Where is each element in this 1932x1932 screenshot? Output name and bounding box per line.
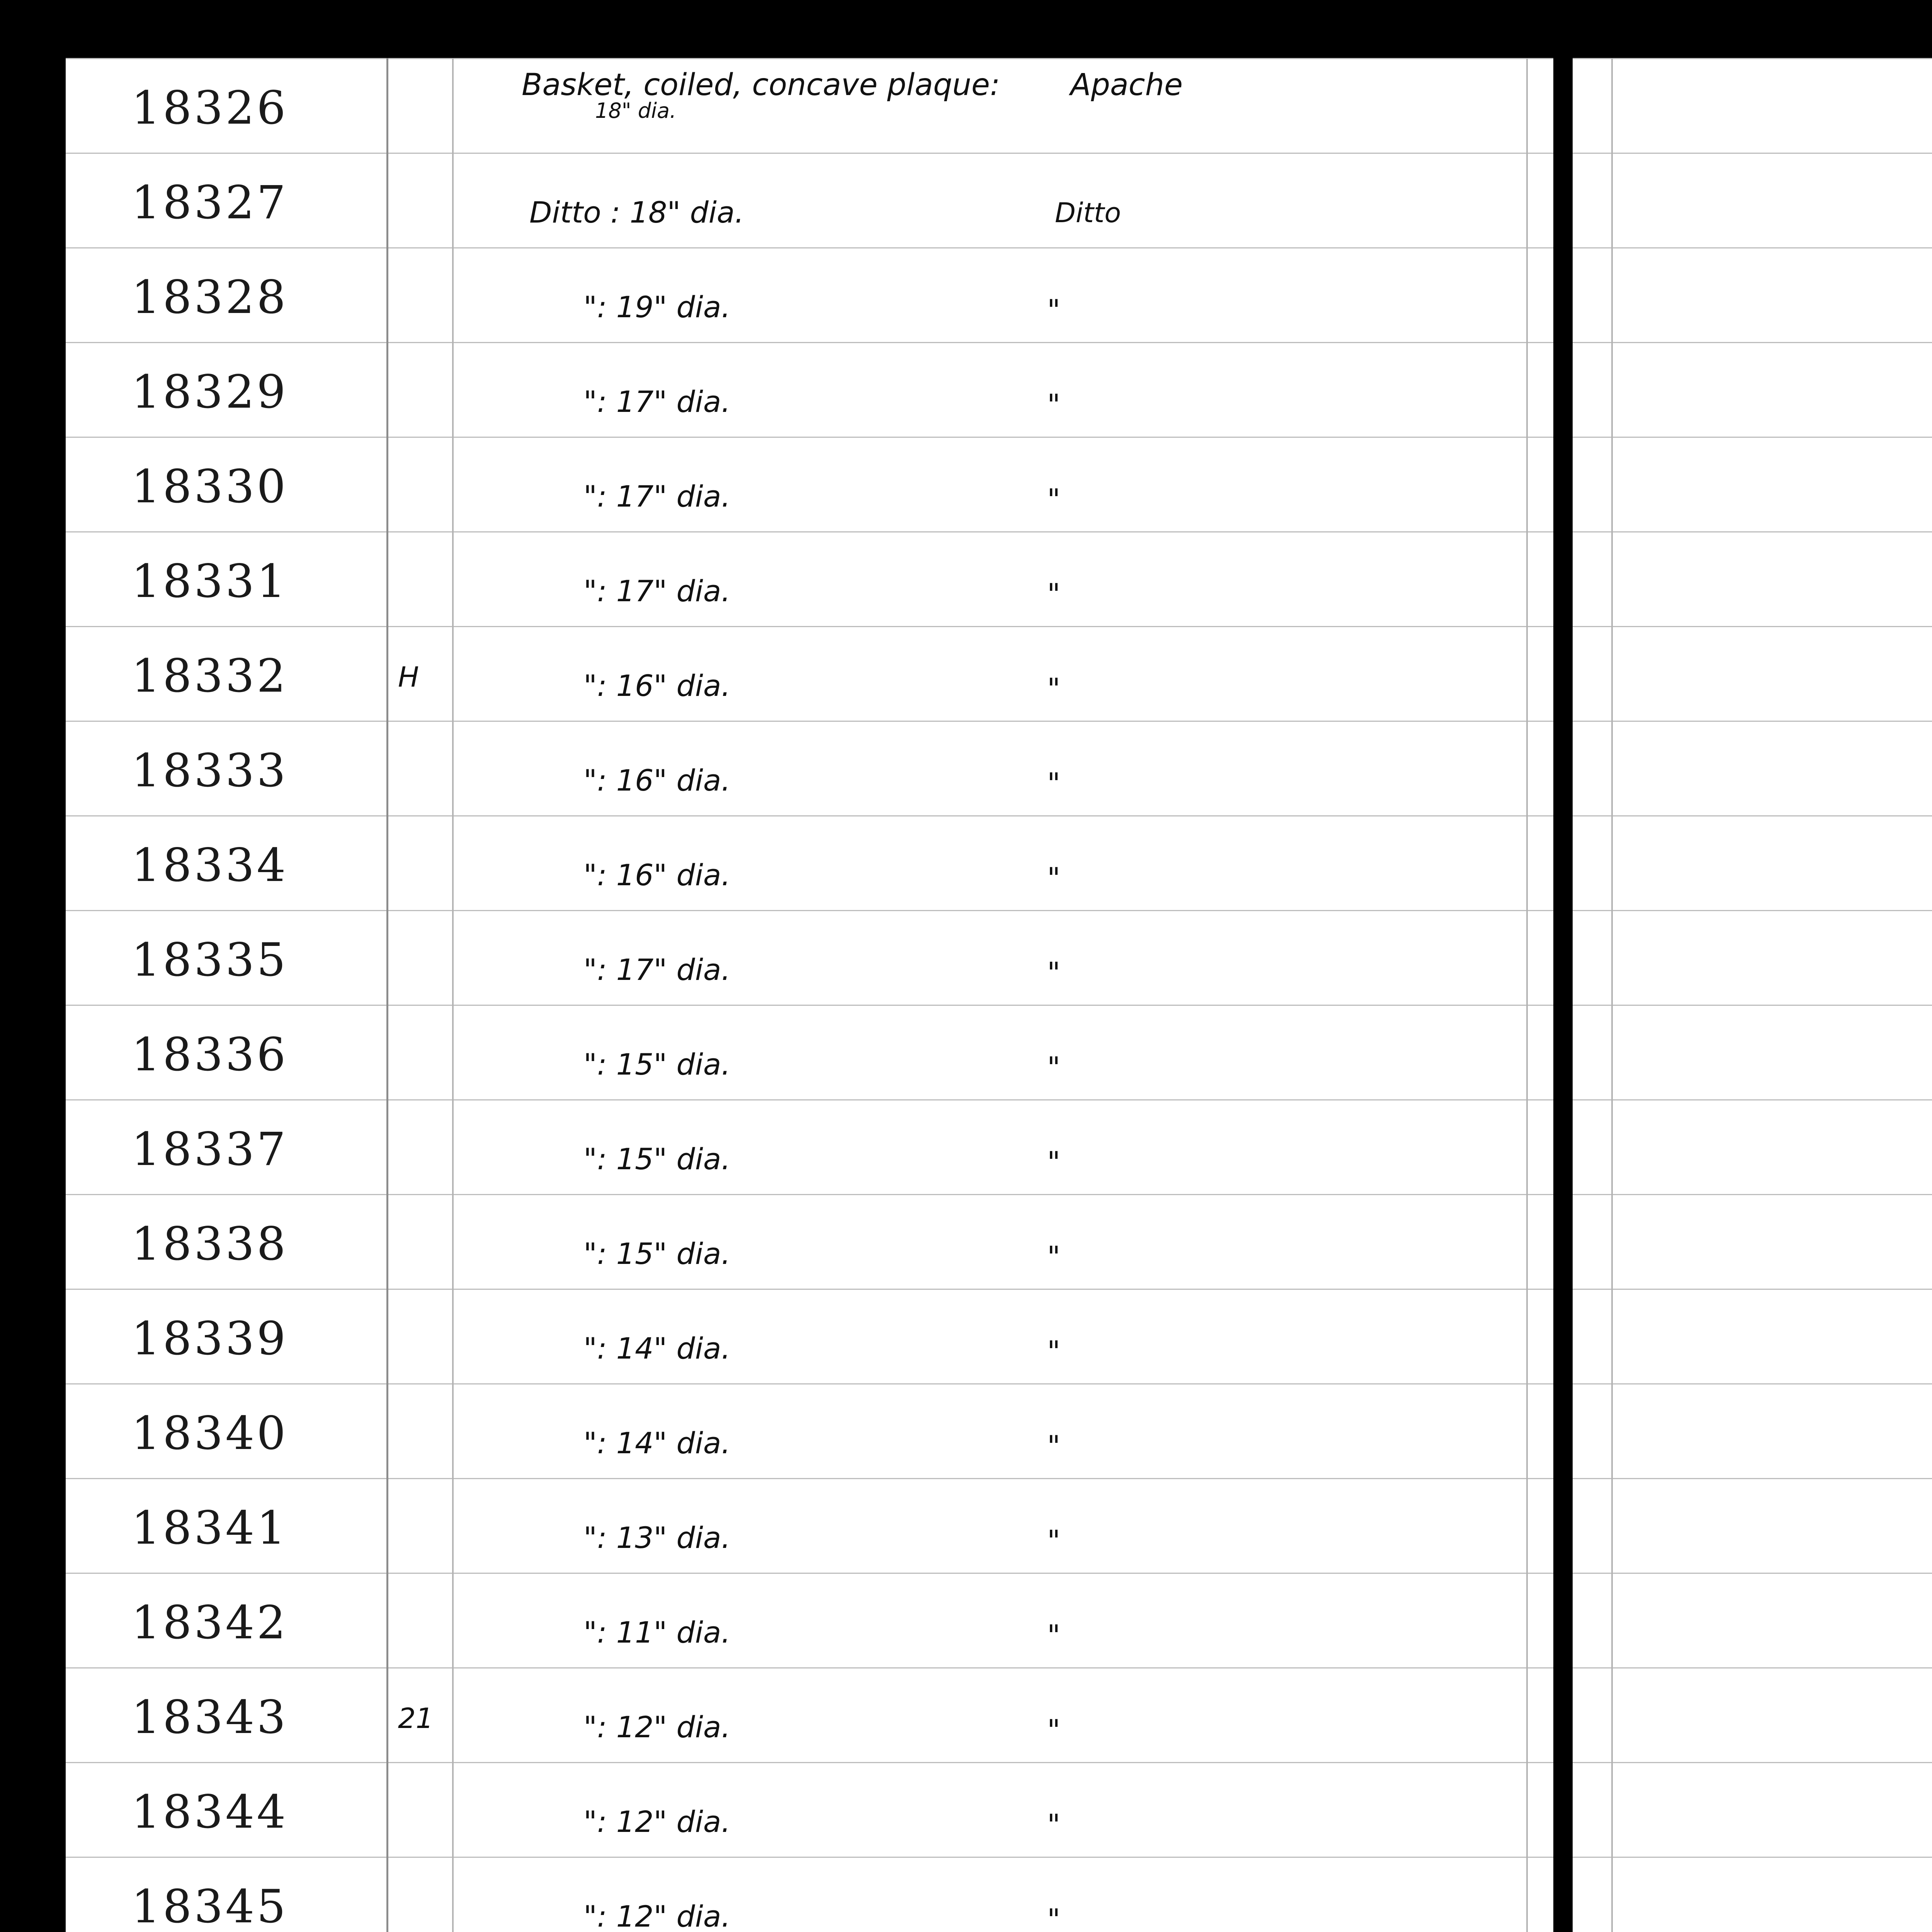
culture-cell: "	[1047, 1808, 1061, 1842]
shelf-mark: 21	[398, 1702, 434, 1735]
catalog-number: 18339	[131, 1312, 288, 1365]
ledger-row-right	[1573, 1376, 1932, 1470]
ledger-row-right	[1573, 713, 1932, 808]
ledger-row-right	[1573, 429, 1932, 524]
culture-cell: "	[1047, 672, 1061, 706]
culture-cell: "	[1047, 956, 1061, 990]
ledger-right-page	[1573, 58, 1932, 1932]
description-cell: ": 15" dia.	[583, 1142, 731, 1176]
culture-cell: "	[1047, 578, 1061, 611]
ledger-left-page	[66, 58, 1553, 1932]
description-cell: ": 16" dia.	[583, 668, 731, 703]
ledger-row-right	[1573, 618, 1932, 713]
description-cell: ": 14" dia.	[583, 1331, 731, 1366]
ledger-row-right	[1573, 902, 1932, 997]
culture-cell: "	[1047, 1240, 1061, 1274]
description-cell: ": 12" dia.	[583, 1899, 731, 1932]
catalog-number: 18333	[131, 744, 288, 797]
description-cell: Ditto : 18" dia.	[529, 195, 744, 230]
description-cell: ": 16" dia.	[583, 858, 731, 892]
description-cell: ": 19" dia.	[583, 290, 731, 324]
ledger-row-right	[1573, 145, 1932, 240]
catalog-number: 18334	[131, 838, 288, 892]
description-cell: ": 17" dia.	[583, 479, 731, 514]
ledger-row	[66, 1470, 1553, 1565]
catalog-number: 18345	[131, 1880, 288, 1932]
catalog-number: 18328	[131, 270, 288, 324]
catalog-number: 18332	[131, 649, 288, 702]
ledger-row-right	[1573, 1186, 1932, 1281]
catalog-number: 18342	[131, 1596, 288, 1649]
catalog-number: 18344	[131, 1785, 288, 1838]
ledger-row	[66, 145, 1553, 240]
description-cell: ": 13" dia.	[583, 1520, 731, 1555]
culture-cell: Ditto	[1055, 197, 1121, 229]
ledger-row	[66, 524, 1553, 618]
ledger-row	[66, 997, 1553, 1092]
shelf-mark: H	[398, 661, 419, 693]
ledger-row	[66, 1186, 1553, 1281]
description-cell: ": 11" dia.	[583, 1615, 731, 1650]
catalog-number: 18331	[131, 554, 288, 608]
description-cell: ": 16" dia.	[583, 763, 731, 798]
catalog-number: 18326	[131, 81, 288, 134]
description-subline: 18" dia.	[595, 99, 677, 123]
ledger-row-right	[1573, 1565, 1932, 1660]
ledger-row	[66, 618, 1553, 713]
ledger-row	[66, 1565, 1553, 1660]
catalog-number: 18327	[131, 176, 288, 229]
culture-cell: "	[1047, 1524, 1061, 1558]
catalog-number: 18338	[131, 1217, 288, 1270]
description-cell: ": 17" dia.	[583, 574, 731, 608]
description-cell: ": 14" dia.	[583, 1426, 731, 1460]
ledger-row	[66, 1754, 1553, 1849]
ledger-row-right	[1573, 808, 1932, 902]
catalog-number: 18340	[131, 1406, 288, 1460]
culture-cell: Apache	[1070, 68, 1183, 102]
ledger-row	[66, 1849, 1553, 1932]
ledger-row-right	[1573, 1754, 1932, 1849]
ledger-row	[66, 334, 1553, 429]
ledger-row	[66, 240, 1553, 334]
description-cell: ": 17" dia.	[583, 384, 731, 419]
ledger-row-right	[1573, 1092, 1932, 1186]
description-cell: ": 12" dia.	[583, 1804, 731, 1839]
description-cell: ": 15" dia.	[583, 1236, 731, 1271]
catalog-number: 18337	[131, 1122, 288, 1176]
ledger-row-right	[1573, 240, 1932, 334]
culture-cell: "	[1047, 1335, 1061, 1368]
culture-cell: "	[1047, 1051, 1061, 1084]
ledger-row-right	[1573, 997, 1932, 1092]
culture-cell: "	[1047, 862, 1061, 895]
catalog-number: 18330	[131, 460, 288, 513]
catalog-number: 18336	[131, 1028, 288, 1081]
catalog-number: 18343	[131, 1690, 288, 1744]
culture-cell: "	[1047, 1714, 1061, 1747]
ledger-row	[66, 1281, 1553, 1376]
ledger-row	[66, 713, 1553, 808]
ledger-row-right	[1573, 1849, 1932, 1932]
catalog-number: 18341	[131, 1501, 288, 1554]
culture-cell: "	[1047, 1430, 1061, 1463]
description-cell: ": 15" dia.	[583, 1047, 731, 1082]
ledger-row	[66, 808, 1553, 902]
ledger-row-right	[1573, 1281, 1932, 1376]
description-cell: ": 17" dia.	[583, 952, 731, 987]
ledger-row	[66, 1376, 1553, 1470]
ledger-row	[66, 58, 1553, 145]
ledger-row-right	[1573, 1470, 1932, 1565]
culture-cell: "	[1047, 1903, 1061, 1932]
description-cell: ": 12" dia.	[583, 1710, 731, 1744]
ledger-row-right	[1573, 334, 1932, 429]
ledger-row-right	[1573, 1660, 1932, 1754]
culture-cell: "	[1047, 767, 1061, 800]
culture-cell: "	[1047, 388, 1061, 422]
catalog-number: 18335	[131, 933, 288, 986]
ledger-row	[66, 902, 1553, 997]
description-cell: Basket, coiled, concave plaque:	[522, 68, 1000, 102]
catalog-number: 18329	[131, 365, 288, 418]
ledger-row	[66, 1660, 1553, 1754]
ledger-row	[66, 429, 1553, 524]
culture-cell: "	[1047, 294, 1061, 327]
ledger-row	[66, 1092, 1553, 1186]
culture-cell: "	[1047, 1619, 1061, 1652]
culture-cell: "	[1047, 483, 1061, 516]
ledger-row-right	[1573, 524, 1932, 618]
culture-cell: "	[1047, 1146, 1061, 1179]
ledger-row-right	[1573, 58, 1932, 145]
